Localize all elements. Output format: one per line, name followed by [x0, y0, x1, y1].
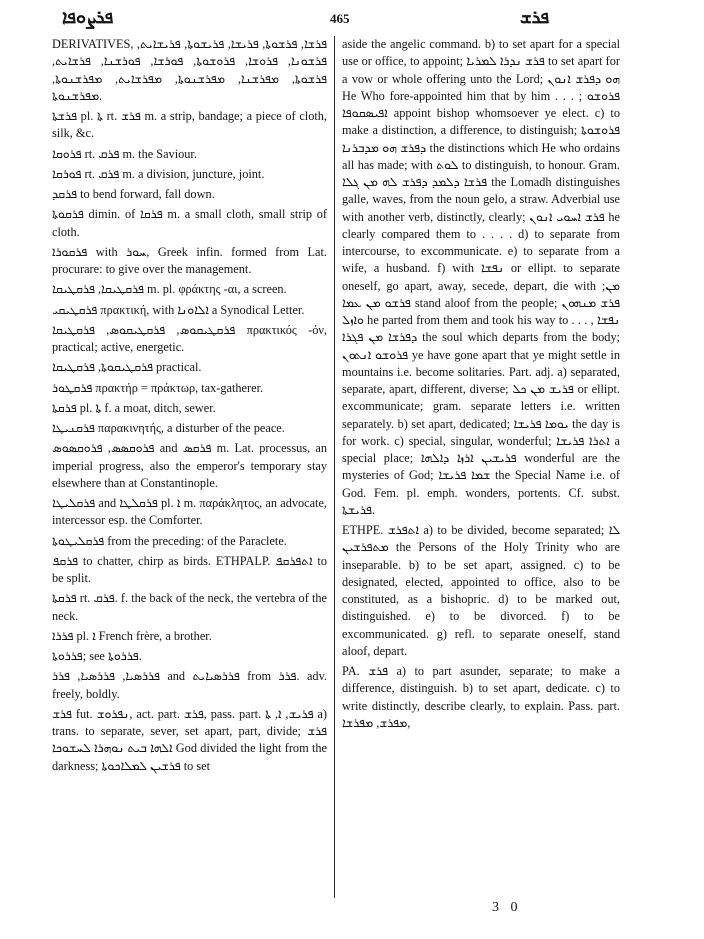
entry-moat: ܦܪܩܬܐ pl. ܬܐ f. a moat, ditch, sewer.: [52, 400, 216, 415]
entry-strip: ܦܪܫܬܐ pl. ܬܐ rt. ܦܪܫ m. a strip, bandage; a piece of cloth, silk, &c.: [52, 109, 327, 141]
entry-practical: ܦܪܩܛܝܩܘܣ, ܦܪܩܛܝܩܘܣ, ܦܪܩܛܝܩܐ πρακτικός -όν, practical; active, energetic.: [52, 322, 327, 354]
entry-pael: PA. ܦܪܫ a) to part asunder, separate; to make a difference, distinguish. b) to set apart, dedicate. c) to write distinctly, describe clearly, to explain. Pass. part. ܡܦܪܫ, ܡܦܪܫܐ,: [342, 664, 620, 730]
header-left-word: ܦܪܨܘܦܐ: [62, 7, 114, 27]
signature-mark: 3 0: [492, 900, 522, 915]
entry-bend-forward: ܦܪܩܕ to bend forward, fall down.: [52, 187, 215, 201]
entry-chirp: ܦܪܩܦ to chatter, chirp as birds. ETHPALP. ܐܬܦܪܩܦ to be split.: [52, 553, 327, 585]
entry-ethpe: ETHPE. ܐܬܦܪܫ a) to be divided, become separated; ܠܐ ܡܬܦܪܫܝܢ the Persons of the Holy Trinity who are inseparable. b) to be set apart, assigned. c) to be designated, elected, appointed to office, also to be constituted, as a bishopric. d) to be marked out, distinguished. e) to be divorced. f) to be excommunicated. g) refl. to separate oneself, stand aloof, depart.: [342, 523, 620, 658]
entry-derivatives: DERIVATIVES, ܦܪܫܐ, ܦܪܫܘܬܐ, ܦܪܝܫܐ, ܦܪܝܫܘܬܐ, ܦܪܝܫܐܝܬ, ܦܪܫܘܢܐ, ܦܪܘܫܐ, ܦܪܘܫܘܬܐ, ܦܘܪܫܐ, ܦܘܪܫܢܐ, ܦܪܫܐܝܬ, ܦܪܫܘܬܐ, ܡܦܪܫܢܐ, ܡܦܪܫܢܘܬܐ, ܡܦܪܫܐܝܬ, ܡܦܪܫܢܘܬܐ, ܡܦܪܫܢܘܬܐ.: [52, 37, 327, 103]
entry-synodical-letter: ܦܪܩܛܝܩܝ πρακτική, with ܐܠܐܘܢܐ a Synodical Letter.: [52, 302, 305, 317]
entry-see: ܦܪܪܘܬܐ; see ܦܪܪܘܬܐ.: [52, 649, 142, 663]
entry-tax-gatherer: ܦܪܩܛܘܪ πρακτήρ = πράκτωρ, tax-gatherer.: [52, 380, 264, 395]
entry-small-cloth: ܦܪܩܘܬܐ dimin. of ܦܪܩܐ m. a small cloth, small strip of cloth.: [52, 207, 327, 239]
entry-processus: ܦܪܘܩܣܣ, ܦܪܘܩܣܘܣ and ܦܪܩܣ m. Lat. processus, an imperial progress, also the emperor's temporary stay elsewhere than at Constantinople.: [52, 441, 327, 490]
entry-separate-senses: aside the angelic command. b) to set apart for a special use or office, to appoint; ܦܪܫ ܢܕܪܐ ܠܡܪܝܐ to set apart for a vow or whole offering unto the Lord; ܗܘ ܕܦܪܫ ܐܢܘܢ He Who fore-appointed him that by him . . . ; ܦܪܘܫܘ ܐܦܝܣܩܘܦܐ appoint bishop whomsoever ye elect. c) to make a distinction, a difference, to distinguish; ܦܪܘܫܘܬܐ ܕܦܪܫ ܗܘ ܡܕܒܪܢܐ the distinctions which He who ordains all has made; with ܠܘܬ to distinguish, to honour. Gram. ܦܪܫܐ ܕܠܡܕ ܕܦܪܫ ܠܗ ܡܢ ܓܠܐ the Lomadh distinguishes galle, waves, from the noun gelo, a straw. Adverbial use with another verb, distinctly, clearly; ܦܪܫ ܐܚܘܝ ܐܢܘܢ he clearly compared them to . . . . d) to separate from intercourse, to excommunicate. e) to separate from a wife, a husband. f) with ܢܦܫܐ or ellipt. to separate oneself, go apart, away, secede, depart, die with ܡܢ; ܦܪܫܘ ܡܢ ܥܡܐ stand aloof from the people; ܦܪܫ ܡܢܗܘܢ ܘܐܙܠ he parted from them and took his way to . . . , ܢܦܫܐ ܕܦܪܫܐ ܡܢ ܦܓܪܐ the soul which departs from the body; ܦܪܘܫܘ ܐܢܬܘܢ ye have gone apart that ye might settle in mountains i.e. become solitaries. Part. adj. a) separated, separate, apart, different, diverse; ܦܪܝܫ ܡܢ ܟܠ or ellipt. excommunicate; gram. separate letters i.e. written separately. b) set apart, dedicated; ܝܘܡܐ ܦܪܝܫܐ the day is for work. c) special, singular, wonderful; ܐܬܪܐ ܦܪܝܫܐ a special place; ܦܪܝܫܝܢ ܐܪܙܐ ܕܐܠܗܐ wonderful are the mysteries of God; ܫܡܐ ܦܪܝܫܐ the Special Name i.e. of God. Fem. pl. emph. wonders, portents. Cf. subst. ܦܪܝܫܬܐ.: [342, 37, 620, 517]
entry-procurare: ܦܪܩܘܪܐ with ܚܘܪ, Greek infin. formed from Lat. procurare: to give over the management.: [52, 244, 327, 276]
left-column: [52, 36, 327, 894]
page-number: 465: [330, 11, 350, 26]
entry-neck: ܦܪܩܬܐ rt. ܦܪܩ. f. the back of the neck, the vertebra of the neck.: [52, 591, 327, 623]
header-right-word: ܦܪܫ: [520, 7, 550, 27]
column-rule: [334, 36, 335, 898]
entry-division: ܦܘܪܩܐ rt. ܦܪܩ m. a division, juncture, joint.: [52, 166, 265, 181]
entry-separate-verb: ܦܪܫ fut. ܢܦܪܘܫ, act. part. ܦܪܫ, pass. part. ܦܪܝܫ, ܐ, ܬܐ a) trans. to separate, sever, set apart, part, divide; ܦܪܫ ܐܠܗܐ ܒܝܬ ܢܘܗܪܐ ܠܚܫܘܟܐ God divided the light from the darkness; ܦܪܫܝܢ ܠܡܠܐܟܘܬܐ to set: [52, 706, 327, 773]
entry-of-paraclete: ܦܪܩܠܝܛܘܬܐ from the preceding: of the Paraclete.: [52, 533, 287, 548]
right-column: [342, 36, 620, 894]
entry-frere: ܦܪܪܐ pl. ܐ French frère, a brother.: [52, 628, 212, 643]
entry-disturber: ܦܪܩܢܝܛܐ παρακινητής, a disturber of the peace.: [52, 421, 285, 435]
entry-screen: ܦܪܩܛܝܩܐ, ܦܪܩܛܝܩܐ m. pl. φράκτης -αι, a screen.: [52, 282, 287, 297]
entry-saviour: ܦܪܘܩܐ rt. ܦܪܩ m. the Saviour.: [52, 146, 197, 161]
entry-paraclete: ܦܪܩܠܝܛܐ and ܦܪܩܠܛܐ pl. ܐ m. παράκλητος, an advocate, intercessor esp. the Comforter.: [52, 496, 327, 528]
entry-practical-2: ܦܪܩܛܝܩܘܬܐ, ܦܪܩܛܝܩܐ practical.: [52, 360, 202, 375]
entry-freely: ܦܪܪܣܝܐ, ܦܪܪܣܝܐ, ܦܪܪ and ܦܪܪܣܝܐܝܬ from ܦܪܪ. adv. freely, boldly.: [52, 669, 327, 701]
running-header: [0, 7, 704, 35]
